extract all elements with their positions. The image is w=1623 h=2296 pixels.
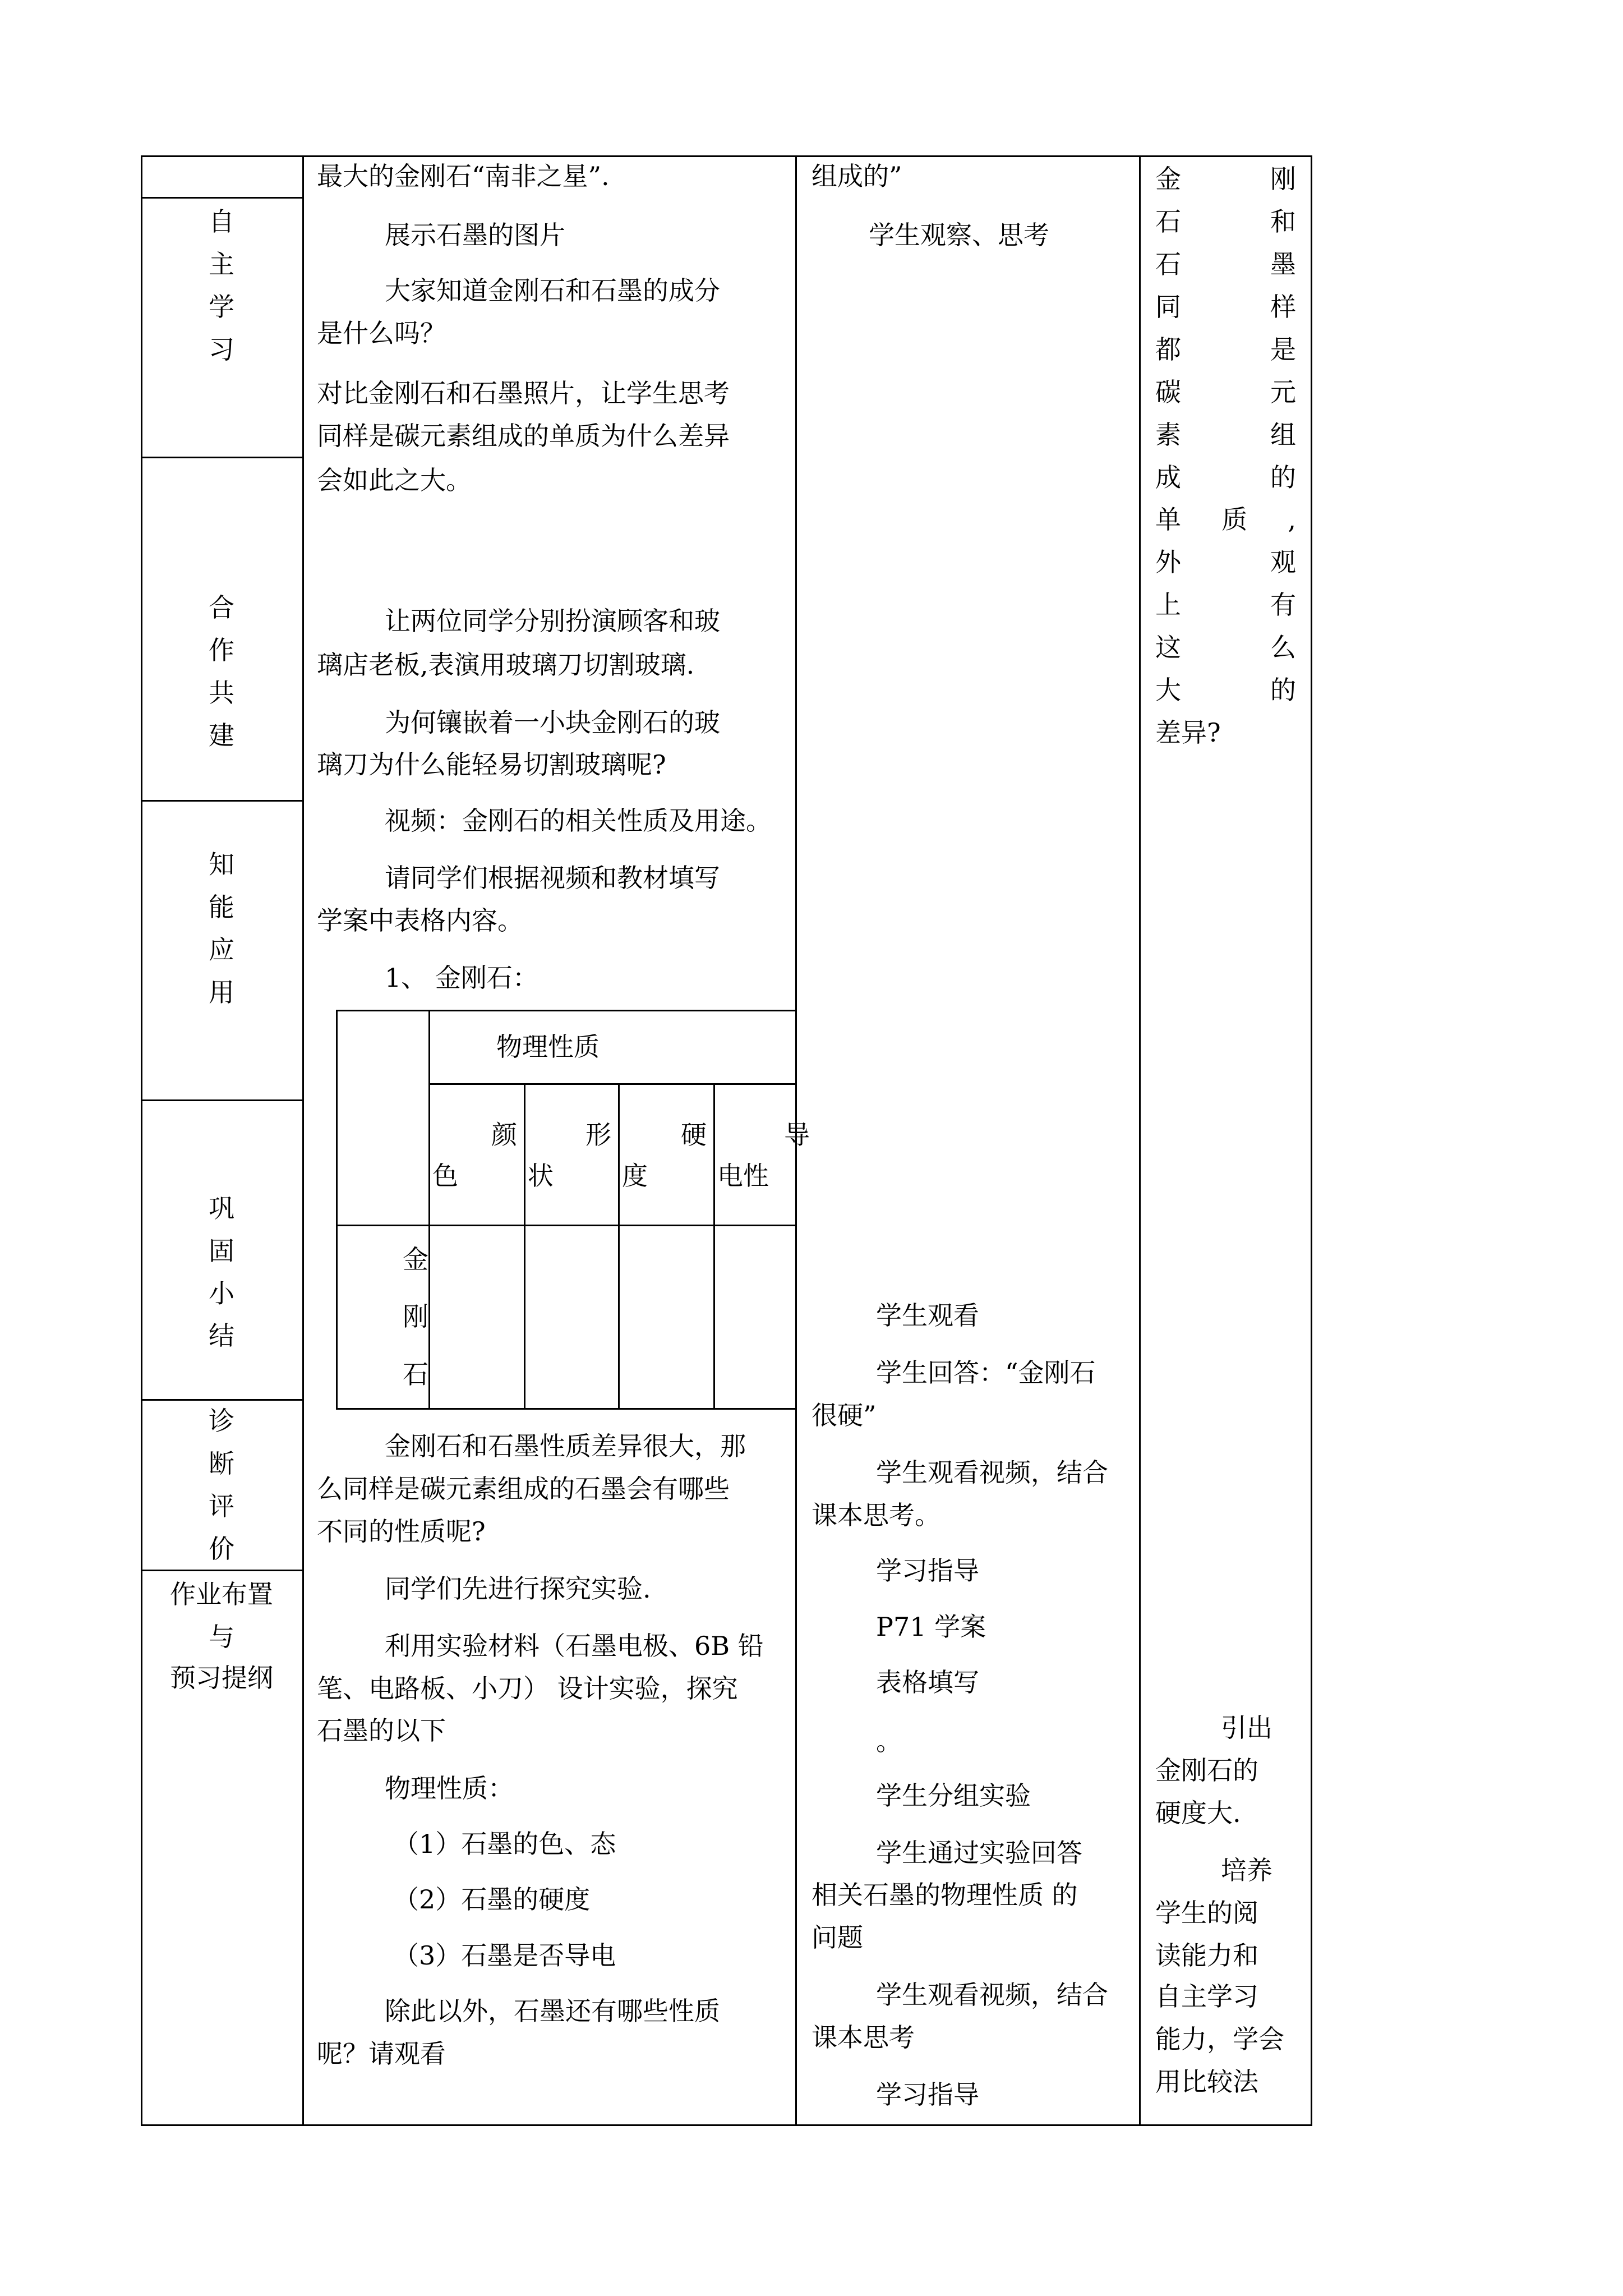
paragraph-line: 学生回答：“金刚石	[876, 1358, 1096, 1388]
inner-table-divider	[428, 1083, 795, 1085]
paragraph-line: 。	[876, 1726, 902, 1756]
intent-line: 自主学习	[1155, 1981, 1258, 2012]
paragraph-line: 学生观看视频，结合	[876, 1457, 1108, 1488]
header-char: 形	[585, 1120, 611, 1150]
paragraph-line: 璃刀为什么能轻易切割玻璃呢?	[317, 749, 666, 780]
column-divider-3	[1139, 155, 1141, 2126]
label-char: 诊	[209, 1406, 234, 1436]
paragraph-line: 学习指导	[876, 1556, 979, 1586]
paragraph-line: 石墨的以下	[317, 1715, 446, 1746]
label-char: 习	[209, 334, 234, 365]
header-char-text: 导	[784, 1120, 810, 1150]
intent-line: 上有	[1155, 590, 1296, 620]
paragraph-line: 相关石墨的物理性质 的	[811, 1880, 1078, 1910]
label-char: 学	[209, 292, 234, 322]
paragraph-line: 笔、电路板、小刀） 设计实验，探究	[317, 1673, 738, 1704]
header-char: 状	[528, 1161, 554, 1191]
label-char: 用	[209, 977, 234, 1007]
table-right-border	[1311, 155, 1312, 2126]
intent-line: 大的	[1155, 675, 1296, 705]
left-row-divider	[141, 197, 303, 199]
left-row-divider	[141, 1099, 303, 1101]
paragraph-line: 表格填写	[876, 1667, 979, 1697]
label-char: 自	[209, 206, 234, 237]
paragraph-line: 物理性质：	[385, 1773, 514, 1803]
header-char: 度	[622, 1161, 648, 1191]
paragraph-line: （2）石墨的硬度	[393, 1884, 591, 1915]
label-line: 与	[209, 1622, 234, 1652]
intent-line: 这么	[1155, 632, 1296, 662]
paragraph-line: 很硬”	[811, 1400, 877, 1430]
label-char: 小	[209, 1278, 234, 1309]
paragraph-line: 学生观看	[876, 1300, 979, 1331]
paragraph-line: 大家知道金刚石和石墨的成分	[385, 275, 720, 306]
intent-line: 单质,	[1155, 504, 1296, 535]
label-char: 巩	[209, 1193, 234, 1223]
paragraph-line: 组成的”	[811, 161, 902, 191]
header-char: 硬	[681, 1120, 707, 1150]
intent-line: 同样	[1155, 292, 1296, 322]
inner-table-border	[336, 1408, 795, 1410]
label-char: 应	[209, 935, 234, 965]
label-char: 共	[209, 678, 234, 708]
intent-line: 石和	[1155, 206, 1296, 237]
inner-table-border	[336, 1010, 338, 1410]
header-char: 色	[432, 1161, 458, 1191]
intent-line: 引出	[1221, 1713, 1272, 1743]
label-char: 价	[209, 1534, 234, 1564]
label-char: 能	[209, 892, 234, 922]
row-label-char: 金	[403, 1244, 428, 1274]
label-char: 合	[209, 592, 234, 623]
paragraph-line: 视频：金刚石的相关性质及用途。	[385, 806, 772, 836]
paragraph-line: 呢？请观看	[317, 2039, 446, 2069]
paragraph-line: 课本思考	[811, 2022, 915, 2053]
intent-line: 金刚	[1155, 164, 1296, 194]
label-line: 作业布置	[170, 1579, 273, 1609]
paragraph-line: 么同样是碳元素组成的石墨会有哪些	[317, 1474, 730, 1504]
table-bottom-border	[141, 2124, 1312, 2126]
left-row-divider	[141, 800, 303, 802]
intent-line: 差异?	[1155, 717, 1221, 748]
paragraph-line: 会如此之大。	[317, 465, 472, 495]
paragraph-line: 学生观看视频，结合	[876, 1980, 1108, 2010]
table-header-physical-properties: 物理性质	[496, 1032, 600, 1062]
label-char: 主	[209, 249, 234, 279]
intent-line: 素组	[1155, 420, 1296, 450]
header-char: 颜	[491, 1120, 517, 1150]
label-char: 结	[209, 1320, 234, 1351]
intent-line: 石墨	[1155, 249, 1296, 279]
paragraph-line: 对比金刚石和石墨照片，让学生思考	[317, 378, 730, 408]
paragraph-line: 学生观察、思考	[869, 220, 1049, 250]
left-row-divider	[141, 457, 303, 458]
intent-line: 能力，学会	[1155, 2024, 1284, 2054]
intent-line: 碳元	[1155, 377, 1296, 407]
paragraph-line: 学生分组实验	[876, 1780, 1031, 1811]
paragraph-line: 除此以外，石墨还有哪些性质	[385, 1996, 720, 2026]
left-row-divider	[141, 1399, 303, 1401]
label-char: 断	[209, 1448, 234, 1479]
intent-line: 培养	[1221, 1855, 1272, 1885]
row-label-char: 石	[403, 1359, 428, 1389]
intent-line: 都是	[1155, 334, 1296, 365]
label-char: 知	[209, 849, 234, 880]
intent-line: 学生的阅	[1155, 1898, 1258, 1928]
label-line: 预习提纲	[170, 1663, 273, 1693]
paragraph-line: 1、 金刚石：	[385, 963, 538, 993]
label-char: 建	[209, 720, 234, 751]
paragraph-line: 请同学们根据视频和教材填写	[385, 863, 720, 893]
inner-table-border	[336, 1010, 795, 1011]
inner-table-divider	[336, 1225, 795, 1226]
paragraph-line: 让两位同学分别扮演顾客和玻	[385, 606, 720, 636]
paragraph-line: 问题	[811, 1922, 863, 1953]
paragraph-line: 不同的性质呢?	[317, 1516, 486, 1547]
paragraph-line: （1）石墨的色、态	[393, 1829, 616, 1859]
paragraph-line: 为何镶嵌着一小块金刚石的玻	[385, 707, 720, 738]
column-divider-1	[302, 155, 304, 2126]
paragraph-line: 展示石墨的图片	[385, 220, 565, 250]
intent-line: 读能力和	[1155, 1940, 1258, 1971]
header-char	[715, 1117, 810, 1152]
paragraph-line: （3）石墨是否导电	[393, 1940, 616, 1971]
label-char: 固	[209, 1236, 234, 1266]
label-char: 作	[209, 635, 234, 665]
paragraph-line: 学案中表格内容。	[317, 905, 523, 936]
paragraph-line: 学生通过实验回答	[876, 1838, 1082, 1868]
paragraph-line: 最大的金刚石“南非之星”.	[317, 161, 610, 191]
paragraph-line: 利用实验材料（石墨电极、6B 铅	[385, 1631, 764, 1661]
header-char: 电性	[717, 1161, 769, 1191]
intent-line: 成的	[1155, 462, 1296, 493]
intent-line: 金刚石的	[1155, 1755, 1258, 1786]
left-row-divider	[141, 1570, 303, 1571]
intent-line: 用比较法	[1155, 2067, 1258, 2097]
paragraph-line: P71 学案	[876, 1612, 986, 1642]
table-left-border	[141, 155, 142, 2126]
table-top-border	[141, 155, 1312, 157]
paragraph-line: 是什么吗？	[317, 318, 446, 348]
row-label-char: 刚	[403, 1301, 428, 1332]
paragraph-line: 金刚石和石墨性质差异很大，那	[385, 1431, 746, 1461]
label-char: 评	[209, 1491, 234, 1521]
inner-table-divider	[428, 1010, 430, 1410]
intent-line: 外观	[1155, 547, 1296, 577]
paragraph-line: 同学们先进行探究实验.	[385, 1573, 651, 1604]
paragraph-line: 学习指导	[876, 2079, 979, 2110]
paragraph-line: 璃店老板,表演用玻璃刀切割玻璃.	[317, 650, 695, 680]
paragraph-line: 课本思考。	[811, 1500, 940, 1530]
paragraph-line: 同样是碳元素组成的单质为什么差异	[317, 421, 730, 451]
intent-line: 硬度大.	[1155, 1798, 1241, 1828]
